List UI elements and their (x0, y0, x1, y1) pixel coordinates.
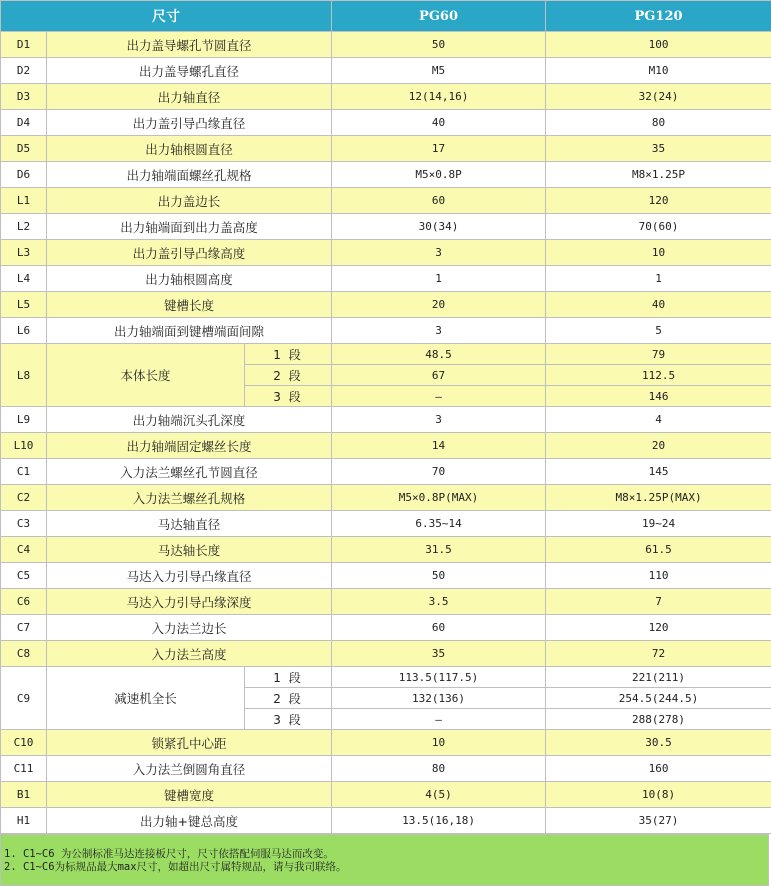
table-row (1, 240, 771, 266)
value-pg120: 19~24 (546, 511, 771, 537)
row-name: 出力轴端沉头孔深度 (47, 407, 332, 433)
table-row (1, 589, 771, 615)
value-pg60: 10 (332, 730, 546, 756)
table-row (1, 485, 771, 511)
value-pg60: 80 (332, 756, 546, 782)
row-code: H1 (1, 808, 47, 834)
table-row (1, 84, 771, 110)
row-code: D1 (1, 32, 47, 58)
value-pg120: 35(27) (546, 808, 771, 834)
table-row (1, 756, 771, 782)
row-code: L5 (1, 292, 47, 318)
row-name: 出力轴根圆高度 (47, 266, 332, 292)
row-name: 马达轴长度 (47, 537, 332, 563)
value-pg120: 160 (546, 756, 771, 782)
value-pg60: M5×0.8P(MAX) (332, 485, 546, 511)
value-pg60: 60 (332, 188, 546, 214)
notes-box (0, 834, 769, 886)
value-pg60: 70 (332, 459, 546, 485)
table-row (1, 641, 771, 667)
value-pg60: 50 (332, 563, 546, 589)
table-row (1, 162, 771, 188)
value-pg60: 48.5 (332, 344, 546, 365)
stage-label: 2 段 (245, 688, 332, 709)
value-pg120: 20 (546, 433, 771, 459)
value-pg60: 40 (332, 110, 546, 136)
row-name: 马达轴直径 (47, 511, 332, 537)
table-row (1, 214, 771, 240)
value-pg60: 50 (332, 32, 546, 58)
stage-label: 1 段 (245, 344, 332, 365)
value-pg120: 1 (546, 266, 771, 292)
table-row (1, 266, 771, 292)
value-pg60: 4(5) (332, 782, 546, 808)
header-model-pg60: PG60 (332, 1, 546, 32)
value-pg120: 5 (546, 318, 771, 344)
row-name: 锁紧孔中心距 (47, 730, 332, 756)
row-code: L2 (1, 214, 47, 240)
spec-body (1, 32, 771, 834)
row-name: 出力轴根圆直径 (47, 136, 332, 162)
row-code: L10 (1, 433, 47, 459)
note-1: 1. C1~C6 为公制标准马达连接板尺寸，尺寸依搭配伺服马达而改变。 (4, 848, 334, 860)
row-name: 出力轴端面到键槽端面间隙 (47, 318, 332, 344)
row-name: 键槽长度 (47, 292, 332, 318)
header-model-pg120: PG120 (546, 1, 771, 32)
value-pg120: 221(211) (546, 667, 771, 688)
row-code: D5 (1, 136, 47, 162)
table-row (1, 563, 771, 589)
value-pg120: 80 (546, 110, 771, 136)
note-2: 2. C1~C6为标规品最大max尺寸，如超出尺寸属特规品，请与我司联络。 (4, 861, 347, 873)
value-pg120: 4 (546, 407, 771, 433)
value-pg60: 31.5 (332, 537, 546, 563)
row-name: 本体长度 (47, 344, 245, 407)
table-row (1, 730, 771, 756)
value-pg60: 1 (332, 266, 546, 292)
value-pg120: 40 (546, 292, 771, 318)
value-pg60: 6.35~14 (332, 511, 546, 537)
row-name: 出力盖导螺孔直径 (47, 58, 332, 84)
stage-label: 3 段 (245, 709, 332, 730)
row-name: 马达入力引导凸缘直径 (47, 563, 332, 589)
row-code: C7 (1, 615, 47, 641)
value-pg120: 32(24) (546, 84, 771, 110)
row-code: D6 (1, 162, 47, 188)
row-code: L9 (1, 407, 47, 433)
value-pg120: 35 (546, 136, 771, 162)
value-pg60: 30(34) (332, 214, 546, 240)
table-row (1, 433, 771, 459)
row-code: C10 (1, 730, 47, 756)
row-code: L1 (1, 188, 47, 214)
value-pg120: 10(8) (546, 782, 771, 808)
table-row (1, 782, 771, 808)
table-row (1, 136, 771, 162)
row-code: C4 (1, 537, 47, 563)
row-name: 入力法兰螺丝孔规格 (47, 485, 332, 511)
row-code: L6 (1, 318, 47, 344)
row-name: 出力轴端面到出力盖高度 (47, 214, 332, 240)
row-name: 键槽宽度 (47, 782, 332, 808)
value-pg120: 254.5(244.5) (546, 688, 771, 709)
table-row (1, 537, 771, 563)
table-row (1, 511, 771, 537)
value-pg120: 112.5 (546, 365, 771, 386)
value-pg60: 132(136) (332, 688, 546, 709)
row-name: 入力法兰高度 (47, 641, 332, 667)
table-row (1, 32, 771, 58)
value-pg60: M5 (332, 58, 546, 84)
value-pg60: 60 (332, 615, 546, 641)
row-name: 出力盖引导凸缘高度 (47, 240, 332, 266)
value-pg60: 12(14,16) (332, 84, 546, 110)
value-pg60: 3 (332, 318, 546, 344)
stage-label: 3 段 (245, 386, 332, 407)
value-pg60: 35 (332, 641, 546, 667)
table-row (1, 58, 771, 84)
row-name: 出力轴直径 (47, 84, 332, 110)
row-name: 出力轴端面螺丝孔规格 (47, 162, 332, 188)
stage-label: 2 段 (245, 365, 332, 386)
value-pg120: 120 (546, 188, 771, 214)
value-pg60: 113.5(117.5) (332, 667, 546, 688)
row-code: D2 (1, 58, 47, 84)
row-code: C3 (1, 511, 47, 537)
value-pg60: 14 (332, 433, 546, 459)
value-pg120: 146 (546, 386, 771, 407)
row-name: 马达入力引导凸缘深度 (47, 589, 332, 615)
value-pg120: 72 (546, 641, 771, 667)
table-row (1, 407, 771, 433)
table-row (1, 344, 771, 365)
row-code: C1 (1, 459, 47, 485)
row-code: C6 (1, 589, 47, 615)
row-name: 出力盖引导凸缘直径 (47, 110, 332, 136)
table-row (1, 808, 771, 834)
value-pg120: 70(60) (546, 214, 771, 240)
table-row (1, 667, 771, 688)
value-pg120: 10 (546, 240, 771, 266)
value-pg120: M8×1.25P (546, 162, 771, 188)
row-code: C8 (1, 641, 47, 667)
value-pg120: 61.5 (546, 537, 771, 563)
row-code: L8 (1, 344, 47, 407)
value-pg120: M8×1.25P(MAX) (546, 485, 771, 511)
value-pg60: 3.5 (332, 589, 546, 615)
value-pg120: 79 (546, 344, 771, 365)
value-pg60: 67 (332, 365, 546, 386)
row-code: D4 (1, 110, 47, 136)
stage-label: 1 段 (245, 667, 332, 688)
row-name: 减速机全长 (47, 667, 245, 730)
value-pg60: 3 (332, 240, 546, 266)
value-pg120: 7 (546, 589, 771, 615)
value-pg60: M5×0.8P (332, 162, 546, 188)
table-row (1, 110, 771, 136)
table-row (1, 318, 771, 344)
header-row (1, 1, 771, 32)
row-name: 出力盖导螺孔节圆直径 (47, 32, 332, 58)
value-pg60: 13.5(16,18) (332, 808, 546, 834)
value-pg60: — (332, 386, 546, 407)
row-name: 入力法兰边长 (47, 615, 332, 641)
value-pg60: 17 (332, 136, 546, 162)
row-name: 出力轴端固定螺丝长度 (47, 433, 332, 459)
value-pg120: 288(278) (546, 709, 771, 730)
value-pg120: 110 (546, 563, 771, 589)
row-code: D3 (1, 84, 47, 110)
row-name: 入力法兰倒圆角直径 (47, 756, 332, 782)
value-pg120: 30.5 (546, 730, 771, 756)
row-code: C5 (1, 563, 47, 589)
value-pg120: M10 (546, 58, 771, 84)
row-code: C2 (1, 485, 47, 511)
row-code: C11 (1, 756, 47, 782)
value-pg60: 3 (332, 407, 546, 433)
row-code: C9 (1, 667, 47, 730)
value-pg120: 120 (546, 615, 771, 641)
row-code: B1 (1, 782, 47, 808)
row-code: L4 (1, 266, 47, 292)
value-pg60: — (332, 709, 546, 730)
table-row (1, 188, 771, 214)
value-pg60: 20 (332, 292, 546, 318)
header-size: 尺寸 (1, 1, 332, 32)
value-pg120: 100 (546, 32, 771, 58)
row-name: 出力轴+键总高度 (47, 808, 332, 834)
table-row (1, 615, 771, 641)
value-pg120: 145 (546, 459, 771, 485)
row-code: L3 (1, 240, 47, 266)
row-name: 入力法兰螺丝孔节圆直径 (47, 459, 332, 485)
table-row (1, 459, 771, 485)
table-row (1, 292, 771, 318)
row-name: 出力盖边长 (47, 188, 332, 214)
